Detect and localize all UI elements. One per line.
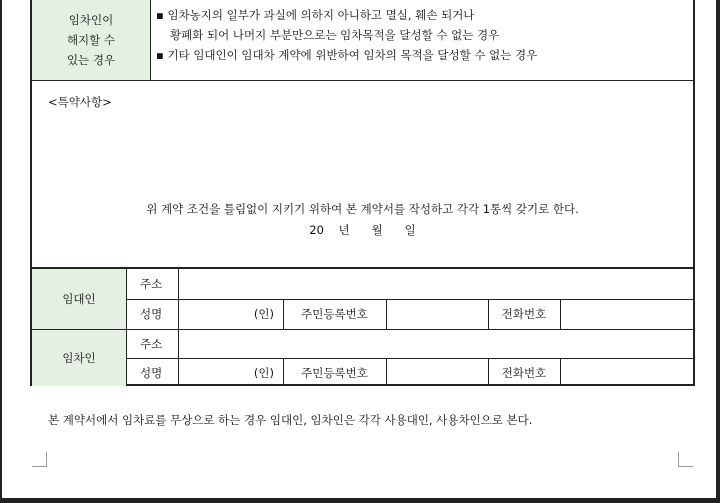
special-terms-label: <특약사항> — [48, 95, 112, 109]
grid-line — [488, 299, 489, 329]
termination-label-line: 임차인이 — [68, 13, 114, 27]
lessor-address-label: 주소 — [140, 277, 163, 291]
footnote: 본 계약서에서 임차료를 무상으로 하는 경우 임대인, 임차인은 각각 사용대인, 사용차인으로 본다. — [48, 413, 533, 427]
termination-clause-1 — [156, 5, 691, 25]
contract-document — [30, 0, 695, 386]
lessee-phone-label: 전화번호 — [501, 365, 547, 380]
lessor-phone-field[interactable] — [560, 299, 693, 329]
grid-line — [283, 299, 284, 329]
termination-label — [32, 0, 151, 80]
grid-line — [386, 299, 387, 329]
lessee-id-label: 주민등록번호 — [301, 365, 368, 380]
lessee-label: 임차인 — [32, 330, 126, 386]
lessee-address-label: 주소 — [140, 337, 163, 351]
lessor-name-field[interactable] — [178, 299, 278, 329]
termination-label-line: 있는 경우 — [66, 53, 116, 67]
grid-line — [488, 359, 489, 386]
grid-line — [32, 329, 693, 330]
lessor-address-field[interactable] — [178, 269, 693, 299]
termination-clause-2 — [156, 45, 691, 65]
bullet-icon: ▪ — [156, 8, 164, 22]
termination-content — [156, 5, 691, 65]
seal-mark: (인) — [253, 365, 274, 380]
termination-row — [32, 0, 693, 81]
grid-line — [560, 299, 561, 329]
termination-clause-1-continued — [156, 25, 691, 45]
lessor-name-label: 성명 — [140, 307, 163, 321]
termination-label-line: 해지할 수 — [66, 33, 116, 47]
lessee-name-label: 성명 — [140, 365, 163, 380]
date-line: 20 년 월 일 — [309, 223, 416, 237]
lessee-address-field[interactable] — [178, 330, 693, 358]
grid-line — [126, 358, 693, 359]
bullet-icon: ▪ — [156, 48, 164, 62]
grid-line — [178, 269, 179, 386]
page-corner-mark — [678, 452, 693, 467]
grid-line — [283, 359, 284, 386]
agreement-statement: 위 계약 조건을 틀림없이 지키기 위하여 본 계약서를 작성하고 각각 1통씩 갖기로 한다. — [146, 202, 579, 216]
page-corner-mark — [32, 452, 47, 467]
seal-mark: (인) — [253, 307, 274, 321]
grid-line — [126, 269, 127, 386]
grid-line — [386, 359, 387, 386]
clause-text: 임차농지의 일부가 과실에 의하지 아니하고 멸실, 훼손 되거나 — [167, 8, 475, 22]
lessee-phone-field[interactable] — [560, 359, 693, 386]
parties-table — [32, 267, 693, 386]
grid-line — [126, 299, 693, 300]
lessee-name-field[interactable] — [178, 359, 278, 386]
lessor-label: 임대인 — [32, 269, 126, 329]
lessor-id-label: 주민등록번호 — [301, 307, 368, 321]
lessor-id-field[interactable] — [386, 299, 488, 329]
grid-line — [560, 359, 561, 386]
clause-text: 황폐화 되어 나머지 부분만으로는 임차목적을 달성할 수 없는 경우 — [170, 28, 500, 42]
clause-text: 기타 임대인이 임대차 계약에 위반하여 임차의 목적을 달성할 수 없는 경우 — [167, 48, 538, 62]
lessee-id-field[interactable] — [386, 359, 488, 386]
lessor-phone-label: 전화번호 — [501, 307, 547, 321]
